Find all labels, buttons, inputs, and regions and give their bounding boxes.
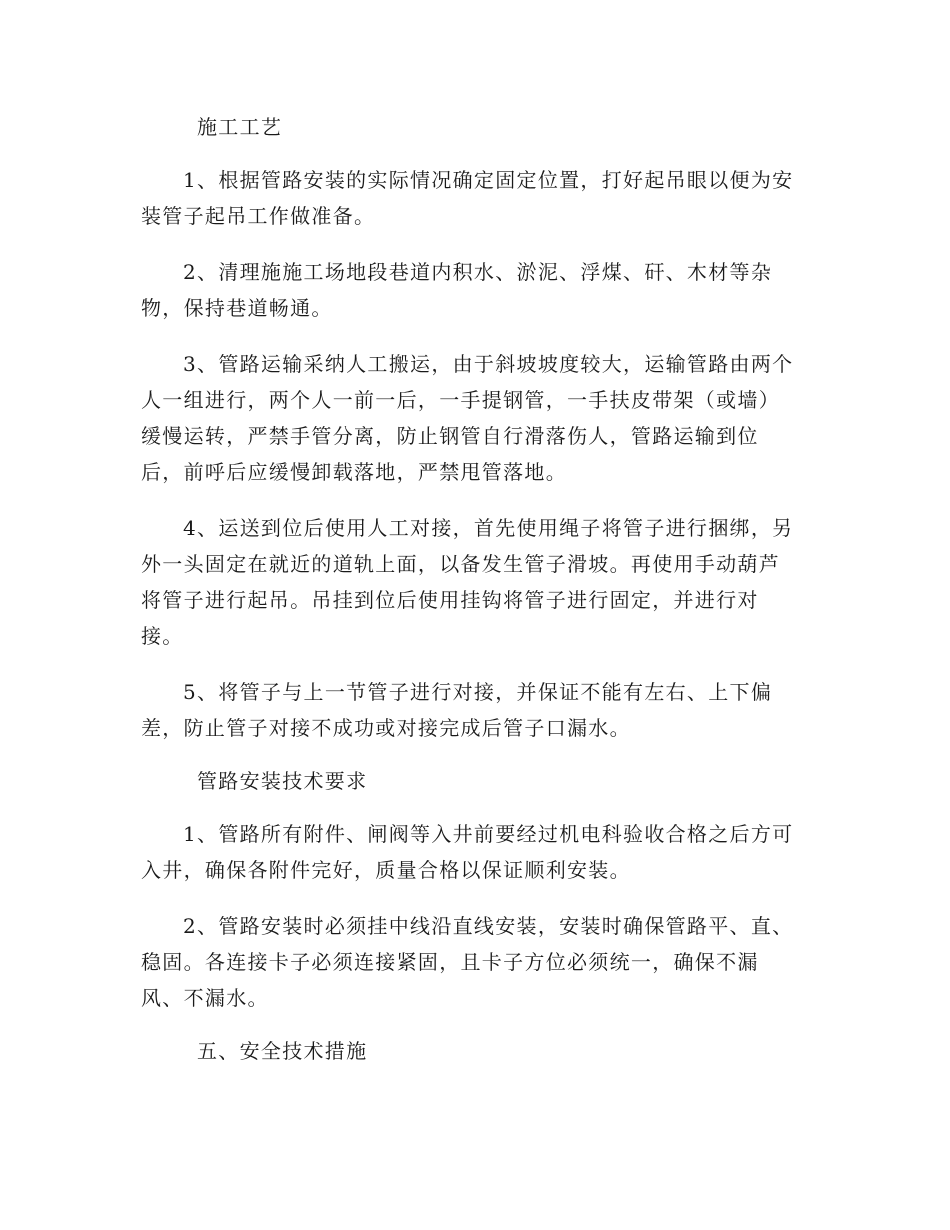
section-heading-safety-measures: 五、安全技术措施 — [197, 1039, 368, 1063]
paragraph-line: 将管子进行起吊。吊挂到位后使用挂钩将管子进行固定，并进行对 — [141, 588, 759, 612]
paragraph-line: 5、将管子与上一节管子进行对接，并保证不能有左右、上下偏 — [183, 680, 773, 704]
paragraph-line: 1、根据管路安装的实际情况确定固定位置，打好起吊眼以便为安 — [183, 168, 794, 192]
section-heading-construction-craft: 施工工艺 — [197, 115, 283, 139]
paragraph-line: 2、管路安装时必须挂中线沿直线安装，安装时确保管路平、直、 — [183, 914, 794, 938]
paragraph-line: 后，前呼后应缓慢卸载落地，严禁甩管落地。 — [141, 460, 567, 484]
paragraph-line: 入井，确保各附件完好，质量合格以保证顺利安装。 — [141, 858, 631, 882]
paragraph-line: 接。 — [141, 624, 184, 648]
paragraph-line: 2、清理施施工场地段巷道内积水、淤泥、浮煤、矸、木材等杂 — [183, 260, 773, 284]
paragraph-line: 外一头固定在就近的道轨上面，以备发生管子滑坡。再使用手动葫芦 — [141, 552, 780, 576]
paragraph-line: 人一组进行，两个人一前一后，一手提钢管，一手扶皮带架（或墙） — [141, 388, 780, 412]
paragraph-line: 3、管路运输采纳人工搬运，由于斜坡坡度较大，运输管路由两个 — [183, 352, 794, 376]
paragraph-line: 装管子起吊工作做准备。 — [141, 204, 376, 228]
paragraph-line: 1、管路所有附件、闸阀等入井前要经过机电科验收合格之后方可 — [183, 822, 794, 846]
paragraph-line: 风、不漏水。 — [141, 986, 269, 1010]
section-heading-installation-requirements: 管路安装技术要求 — [197, 769, 368, 793]
paragraph-line: 物，保持巷道畅通。 — [141, 296, 333, 320]
paragraph-line: 差，防止管子对接不成功或对接完成后管子口漏水。 — [141, 716, 631, 740]
paragraph-line: 缓慢运转，严禁手管分离，防止钢管自行滑落伤人，管路运输到位 — [141, 424, 759, 448]
paragraph-line: 4、运送到位后使用人工对接，首先使用绳子将管子进行捆绑，另 — [183, 516, 794, 540]
paragraph-line: 稳固。各连接卡子必须连接紧固，且卡子方位必须统一，确保不漏 — [141, 950, 759, 974]
